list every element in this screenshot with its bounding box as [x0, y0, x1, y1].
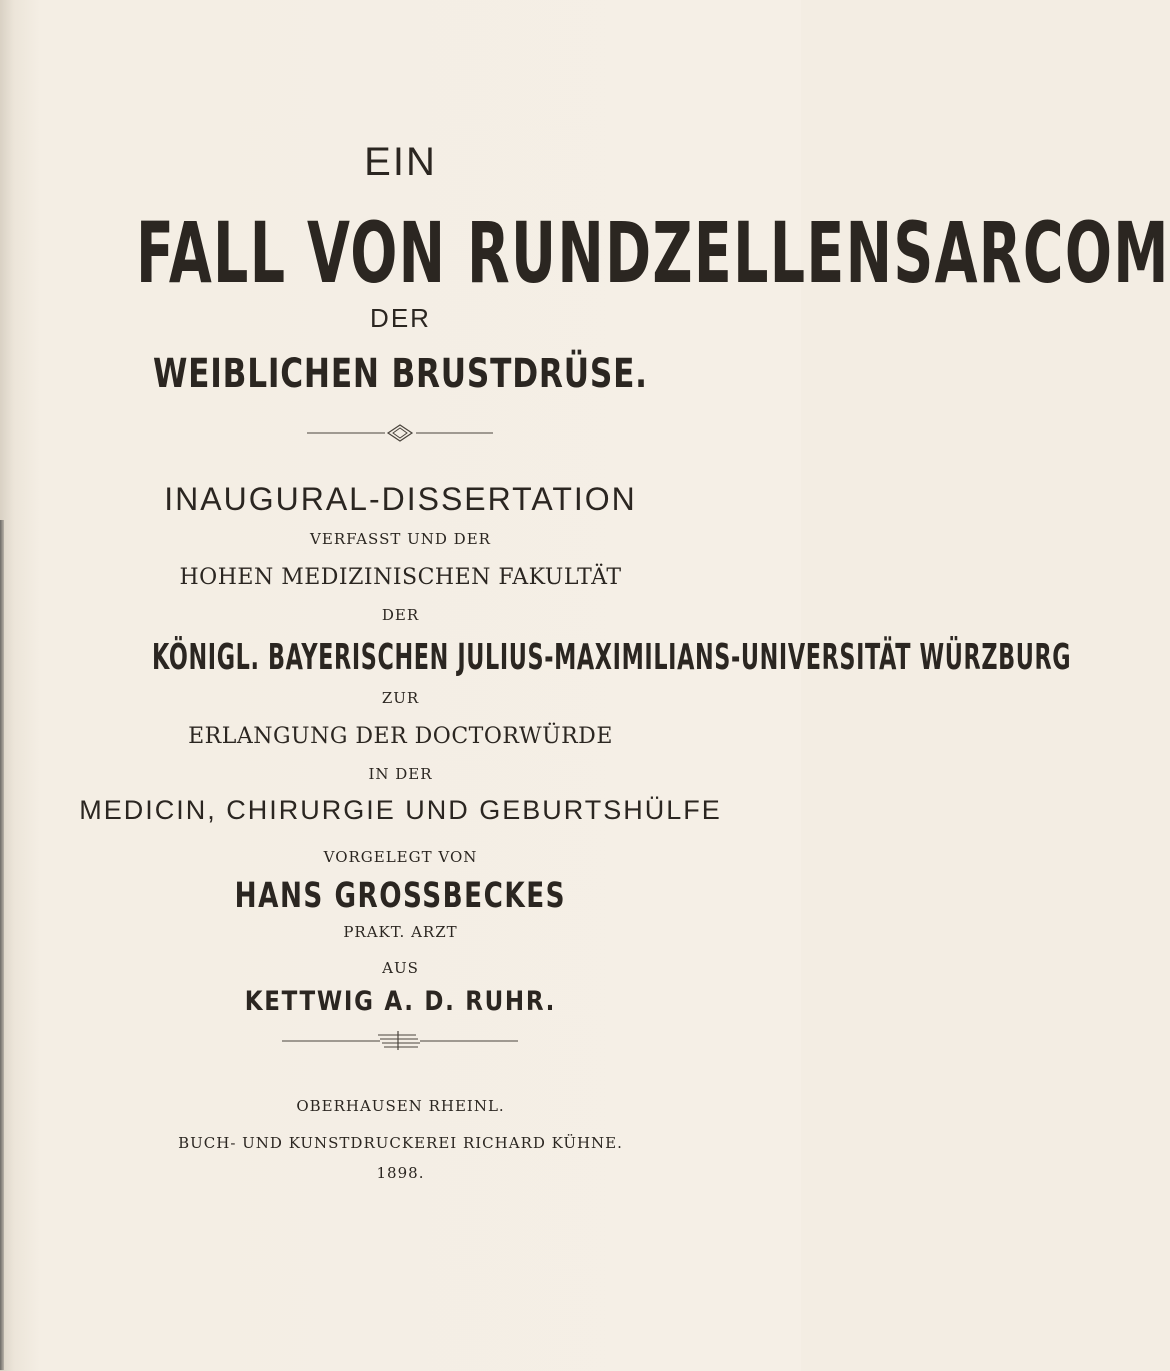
author-name: HANS GROSSBECKES [234, 876, 567, 916]
doc-type: INAUGURAL-DISSERTATION [164, 481, 637, 517]
verfasst-line: VERFASST UND DER [310, 530, 491, 548]
der-line: DER [381, 606, 420, 624]
university-line: KÖNIGL. BAYERISCHEN JULIUS-MAXIMILIANS-UNIVERSITÄT WÜRZBURG [152, 637, 1072, 678]
title-ein: EIN [364, 140, 437, 184]
imprint-printer: BUCH- UND KUNSTDRUCKEREI RICHARD KÜHNE. [178, 1134, 623, 1152]
imprint-year: 1898. [376, 1164, 425, 1182]
subject-title: WEIBLICHEN BRUSTDRÜSE. [152, 351, 648, 397]
imprint-place: OBERHAUSEN RHEINL. [296, 1097, 505, 1115]
aus-line: AUS [382, 959, 419, 977]
faculty-line: HOHEN MEDIZINISCHEN FAKULTÄT [179, 565, 622, 590]
in-der-line: IN DER [368, 765, 433, 783]
zur-line: ZUR [381, 689, 420, 707]
hometown-line: KETTWIG A. D. RUHR. [244, 986, 557, 1017]
erlangung-line: ERLANGUNG DER DOCTORWÜRDE [188, 724, 613, 749]
author-title: PRAKT. ARZT [343, 923, 458, 941]
disciplines-line: MEDICIN, CHIRURGIE UND GEBURTSHÜLFE [79, 795, 722, 825]
vorgelegt-line: VORGELEGT VON [323, 848, 478, 866]
main-title: FALL VON RUNDZELLENSARCOM [136, 204, 1170, 302]
title-der: DER [370, 303, 431, 333]
